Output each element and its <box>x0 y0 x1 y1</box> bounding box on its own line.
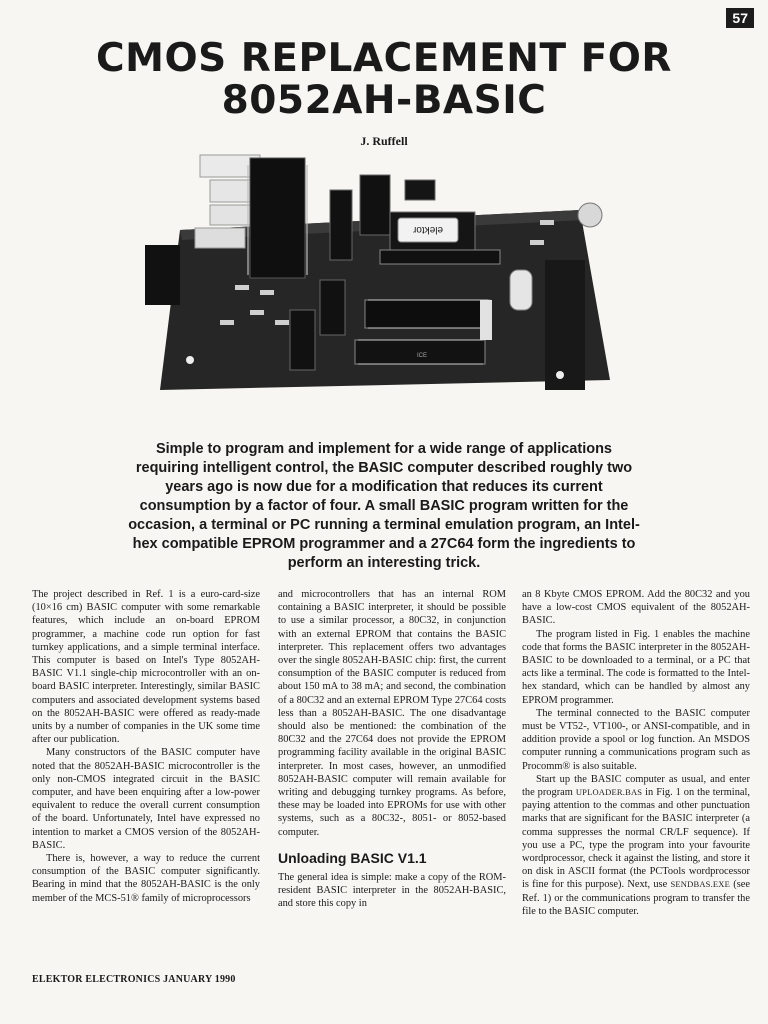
title-line-2: 8052AH-BASIC <box>221 78 547 123</box>
filename-uploader: UPLOADER.BAS <box>575 787 643 798</box>
title-line-1: CMOS REPLACEMENT FOR <box>96 36 672 81</box>
body-column-1 <box>32 588 260 905</box>
section-heading: Unloading BASIC V1.1 <box>278 849 427 866</box>
text-run: in Fig. 1 on the terminal, paying attention to the commas and other punctuation marks that are significant for the BASIC interpreter (a comma suppresses the normal CR/LF sequence). If you use a PC, type the program into your favourite wordprocessor, check it against the listing, and store it on disk in ASCII format (the PCTools wordprocessor is fine for this purpose). Next, use <box>522 787 750 891</box>
elektor-label: elektor <box>412 224 444 235</box>
author-byline: J. Ruffell <box>360 134 408 148</box>
body-column-2 <box>278 588 506 911</box>
paragraph: Many constructors of the BASIC computer have noted that the 8052AH-BASIC microcontroller is the only non-CMOS integrated circuit in the BASIC computer, and have been enquiring after a low-power equivalent to reduce the overall current consumption of the board. Unfortunately, Intel have expressed no intention to market a CMOS version of the 8052AH-BASIC. <box>32 747 260 851</box>
footer-publication: ELEKTOR ELECTRONICS JANUARY 1990 <box>32 974 236 985</box>
page-number: 57 <box>726 8 754 28</box>
circuit-board-photo <box>140 150 630 420</box>
paragraph <box>522 773 750 918</box>
text-run: Start up the BASIC computer as usual, and enter the program <box>522 773 750 799</box>
ice-chip-label: ICE <box>416 353 428 359</box>
article-title <box>60 38 708 122</box>
paragraph: an 8 Kbyte CMOS EPROM. Add the 80C32 and you have a low-cost CMOS equivalent of the 8052AH-BASIC. <box>522 589 750 627</box>
filename-sendbas: SENDBAS.EXE <box>670 879 731 890</box>
paragraph: There is, however, a way to reduce the current consumption of the BASIC computer significantly. Bearing in mind that the 8052AH-BASIC is the only member of the MCS-51® family of microprocessors <box>32 853 260 904</box>
paragraph: and microcontrollers that has an internal ROM containing a BASIC interpreter, it should be possible to use a similar processor, a 80C32, in conjunction with an external EPROM that contains the BASIC interpreter. This replacement offers two advantages over the single 8052AH-BASIC chip: first, the current consumption of the BASIC computer is reduced from about 150 mA to 38 mA; and second, the combination of a 80C32 and an external EPROM Type 27C64 costs less than a 8052AH-BASIC. The one disadvantage should also be mentioned: the combination of the 80C32 and the 27C64 does not provide the EPROM programming facility available in the original BASIC interpreter. In most cases, however, an unmodified 8052AH-BASIC computer will remain available for writing and debugging turnkey programs. As before, these may be loaded into EPROMs for use with other systems, such as a 80C32-, 8051- or 8052-based computer. <box>278 589 506 838</box>
paragraph: The program listed in Fig. 1 enables the machine code that forms the BASIC interpreter in the 8052AH-BASIC to be downloaded to a terminal, or a PC that acts like a terminal. The code is formatted to the Intel-hex standard, which can be handled by almost any EPROM programmer. <box>522 628 750 706</box>
lead-paragraph: Simple to program and implement for a wide range of applications requiring intelligent control, the BASIC computer described roughly two years ago is now due for a modification that reduces its current consumption by a factor of four. A small BASIC program written for the occasion, a terminal or PC running a terminal emulation program, an Intel-hex compatible EPROM programmer and a 27C64 form the ingredients to perform an interesting trick. <box>128 441 640 571</box>
paragraph: The general idea is simple: make a copy of the ROM-resident BASIC interpreter in the 8052AH-BASIC, and store this copy in <box>278 872 506 910</box>
text-run: (see Ref. 1) or the communications program to transfer the file to the BASIC computer. <box>522 879 751 917</box>
body-column-3 <box>522 588 750 918</box>
paragraph: The terminal connected to the BASIC computer must be VT52-, VT100-, or ANSI-compatible, and in addition provide a spool or log function. An MSDOS computer running a communications program such as Procomm® is also suitable. <box>522 707 750 772</box>
paragraph: The project described in Ref. 1 is a euro-card-size (10×16 cm) BASIC computer with some remarkable features, which include an on-board EPROM programmer, a machine code run option for fast turnkey applications, and a simple terminal interface. This computer is based on Intel's Type 8052AH-BASIC V1.1 single-chip microcontroller with an on-board BASIC interpreter. Interestingly, similar BASIC computers and associated development systems based on the 8052AH-BASIC were offered as ready-made units by a number of companies in the UK some time after our publication. <box>32 589 260 746</box>
